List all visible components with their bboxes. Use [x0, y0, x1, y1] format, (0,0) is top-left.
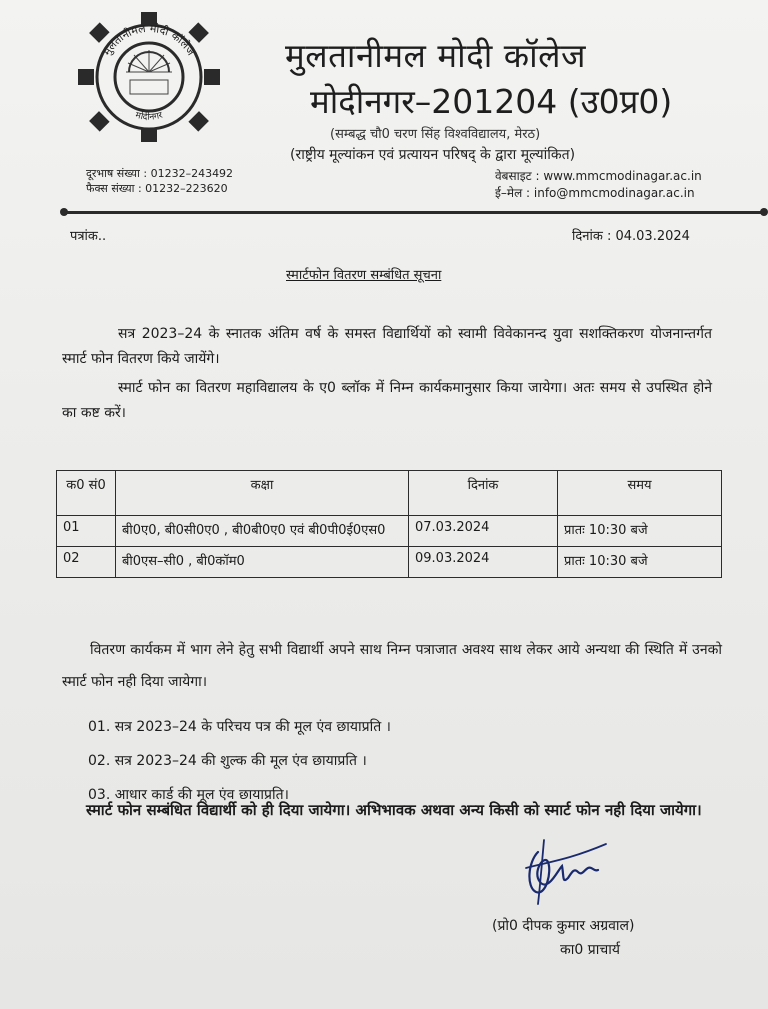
- paragraph-instructions: वितरण कार्यकम में भाग लेने हेतु सभी विद्यार्थी अपने साथ निम्न पत्राजात अवश्य साथ लेकर आये अन्यथा की स्थिति में उनको स्मार्ट फोन नही दिया जायेगा।: [62, 642, 722, 690]
- affiliation: (सम्बद्ध चौ0 चरण सिंह विश्वविद्यालय, मेरठ): [330, 127, 541, 142]
- college-logo-gear-icon: [74, 10, 224, 144]
- row-date: 07.03.2024: [409, 516, 558, 547]
- header-divider: [66, 211, 762, 214]
- notice-subject: स्मार्टफोन वितरण सम्बंधित सूचना: [286, 268, 442, 283]
- header-date: दिनांक: [409, 471, 558, 516]
- header-class: कक्षा: [116, 471, 409, 516]
- accreditation: (राष्ट्रीय मूल्यांकन एवं प्रत्यायन परिषद् के द्वारा मूल्यांकित): [290, 147, 576, 163]
- row-date: 09.03.2024: [409, 547, 558, 578]
- signatory-title: का0 प्राचार्य: [560, 942, 620, 958]
- contact-right: [495, 168, 702, 202]
- header-serial: क0 सं0: [57, 471, 116, 516]
- table-header-row: [57, 471, 722, 516]
- email: ई–मेल : info@mmcmodinagar.ac.in: [495, 186, 695, 200]
- row-serial: 01: [57, 516, 116, 547]
- college-city: मोदीनगर–201204 (उ0प्र0): [310, 82, 673, 121]
- reference-number: पत्रांक..: [70, 229, 107, 244]
- table-row: [57, 516, 722, 547]
- logo-text-bottom: मोदीनगर: [134, 110, 165, 123]
- schedule-table: [56, 470, 722, 578]
- list-item: 03. आधार कार्ड की मूल एंव छायाप्रति।: [88, 787, 289, 803]
- signatory-name: (प्रो0 दीपक कुमार अग्रवाल): [492, 918, 635, 934]
- phone-number: दूरभाष संख्या : 01232–243492: [86, 167, 234, 180]
- header-time: समय: [558, 471, 722, 516]
- website: वेबसाइट : www.mmcmodinagar.ac.in: [495, 169, 702, 183]
- list-item: 02. सत्र 2023–24 की शुल्क की मूल एंव छायाप्रति ।: [88, 753, 367, 769]
- important-note: स्मार्ट फोन सम्बंधित विद्यार्थी को ही दिया जायेगा। अभिभावक अथवा अन्य किसी को स्मार्ट फोन नही दिया जायेगा।: [86, 801, 702, 819]
- row-serial: 02: [57, 547, 116, 578]
- row-class: बी0ए0, बी0सी0ए0 , बी0बी0ए0 एवं बी0पी0ई0एस0: [116, 516, 409, 547]
- row-time: प्रातः 10:30 बजे: [558, 547, 722, 578]
- college-name: मुलतानीमल मोदी कॉलेज: [285, 36, 587, 75]
- principal-signature: [518, 832, 618, 912]
- row-class: बी0एस–सी0 , बी0कॉम0: [116, 547, 409, 578]
- signature-icon: [518, 832, 618, 912]
- row-time: प्रातः 10:30 बजे: [558, 516, 722, 547]
- table-row: [57, 547, 722, 578]
- paragraph-intro: सत्र 2023–24 के स्नातक अंतिम वर्ष के समस्त विद्यार्थियों को स्वामी विवेकानन्द युवा सशक्तिकरण योजनान्तर्गत स्मार्ट फोन वितरण किये जायेंगे।: [62, 326, 712, 367]
- contact-left: [86, 166, 233, 196]
- list-item: 01. सत्र 2023–24 के परिचय पत्र की मूल एंव छायाप्रति ।: [88, 719, 391, 735]
- college-logo: [74, 10, 224, 144]
- fax-number: फैक्स संख्या : 01232–223620: [86, 182, 228, 195]
- notice-date: दिनांक : 04.03.2024: [572, 229, 690, 244]
- paragraph-venue: स्मार्ट फोन का वितरण महाविद्यालय के ए0 ब्लॉक में निम्न कार्यकमानुसार किया जायेगा। अतः समय से उपस्थित होने का कष्ट करें।: [62, 380, 712, 421]
- logo-text-top: मुलतानीमल मोदी कॉलेज: [100, 21, 198, 58]
